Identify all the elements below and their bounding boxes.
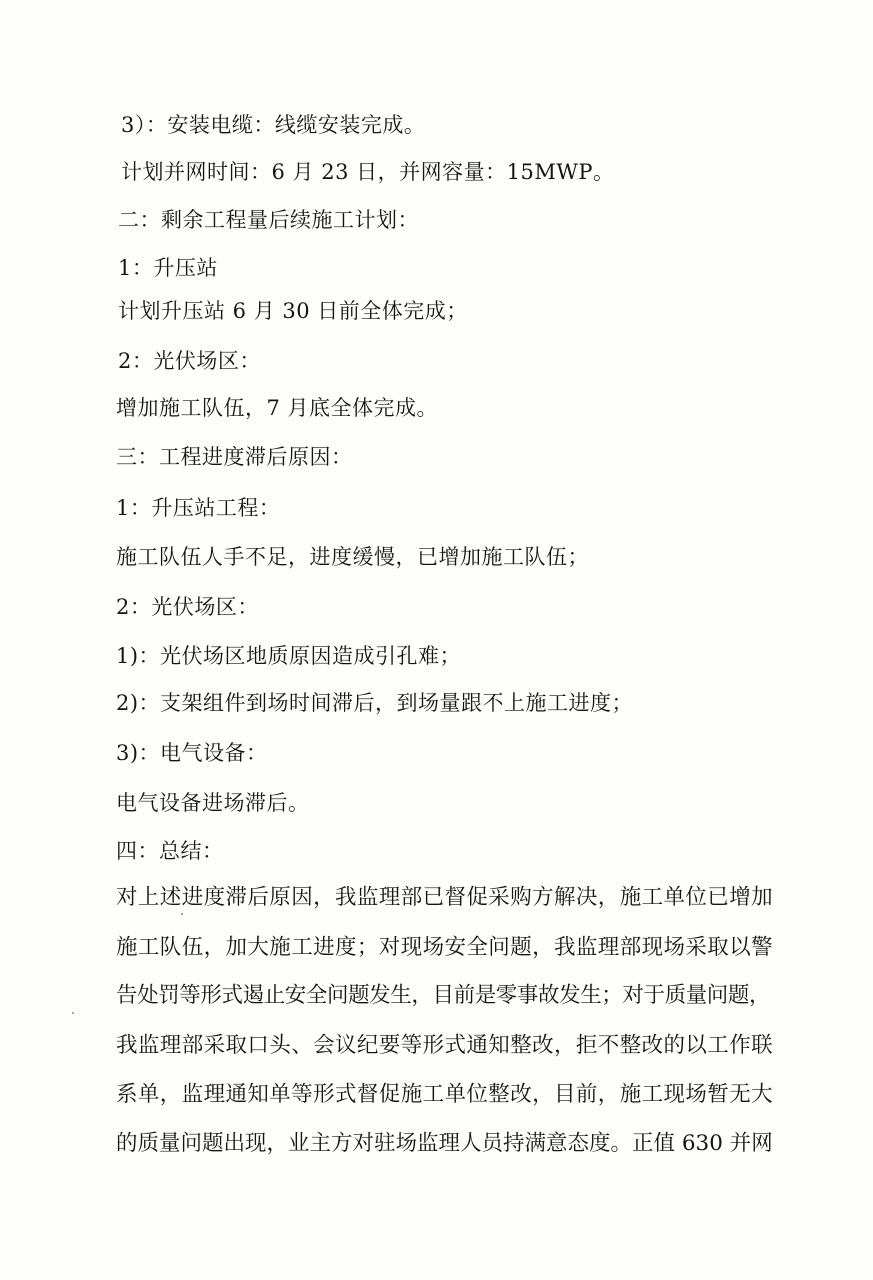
line-electrical-reason: 电气设备进场滞后。 [116, 791, 310, 815]
summary-line: 告处罚等形式遏止安全问题发生，目前是零事故发生；对于质量问题， [116, 983, 771, 1008]
summary-line: 的质量问题出现，业主方对驻场监理人员持满意态度。正值 630 并网 [116, 1131, 773, 1156]
scan-speck [72, 1012, 74, 1014]
line-substation-reason: 施工队伍人手不足，进度缓慢，已增加施工队伍； [116, 545, 589, 569]
line-substation-plan: 计划升压站 6 月 30 日前全体完成； [118, 299, 468, 323]
line-reason-bracket: 2)：支架组件到场时间滞后，到场量跟不上施工进度； [116, 691, 634, 715]
line-pv-area: 2：光伏场区： [118, 349, 261, 373]
line-substation-project: 1：升压站工程： [116, 496, 281, 520]
summary-line: 我监理部采取口头、会议纪要等形式通知整改，拒不整改的以工作联 [116, 1033, 774, 1058]
section-heading-4: 四：总结： [116, 839, 224, 863]
line-install-cable: 3）：安装电缆：线缆安装完成。 [121, 113, 426, 137]
summary-line: 对上述进度滞后原因，我监理部已督促采购方解决，施工单位已增加 [116, 885, 774, 910]
line-grid-plan: 计划并网时间：6 月 23 日，并网容量：15MWP。 [121, 160, 615, 184]
section-heading-3: 三：工程进度滞后原因： [116, 445, 353, 469]
summary-line: 施工队伍，加大施工进度；对现场安全问题，我监理部现场采取以警 [116, 935, 774, 960]
line-reason-geology: 1)：光伏场区地质原因造成引孔难； [116, 644, 462, 668]
line-pv-area-2: 2：光伏场区： [116, 595, 259, 619]
line-pv-area-plan: 增加施工队伍，7 月底全体完成。 [116, 396, 439, 420]
summary-line: 系单，监理通知单等形式督促施工单位整改，目前，施工现场暂无大 [116, 1082, 774, 1107]
scan-speck [181, 913, 183, 915]
line-electrical: 3)：电气设备： [116, 741, 268, 765]
line-substation: 1：升压站 [118, 256, 218, 280]
section-heading-2: 二：剩余工程量后续施工计划： [118, 208, 419, 232]
